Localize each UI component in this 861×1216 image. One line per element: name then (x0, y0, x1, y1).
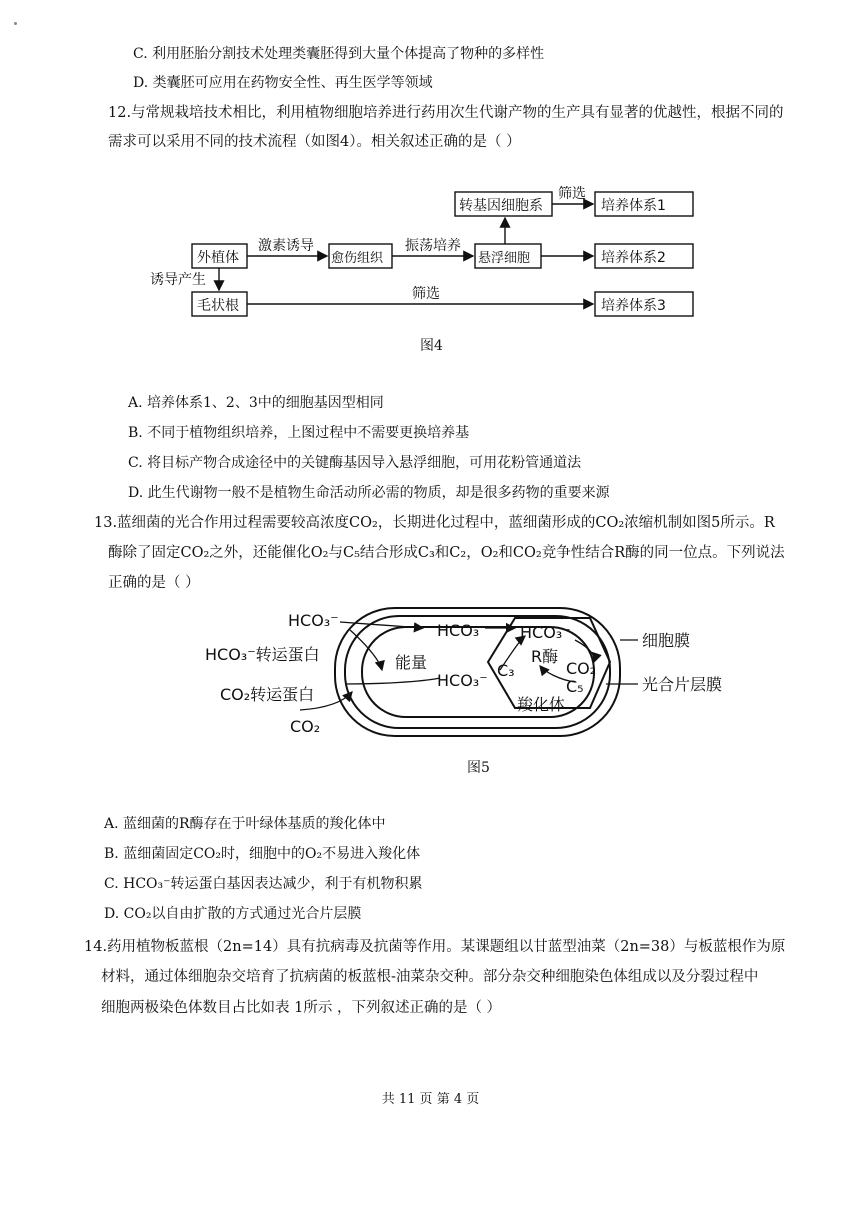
scan-speck (14, 22, 17, 25)
q14-stem-line3: 细胞两极染色体数目占比如表 1所示 ，下列叙述正确的是（ ） (101, 1000, 502, 1016)
label-suspension: 悬浮细胞 (478, 251, 531, 266)
label-sys2: 培养体系2 (601, 250, 666, 266)
figure-4-flowchart (0, 180, 861, 320)
q13-option-d: D. CO₂以自由扩散的方式通过光合片层膜 (104, 906, 362, 922)
figure-4-caption: 图4 (420, 338, 443, 354)
q12-option-d: D. 此生代谢物一般不是植物生命活动所必需的物质，却是很多药物的重要来源 (128, 485, 610, 501)
label-c3: C₃ (497, 661, 515, 680)
arrow-screen1: 筛选 (558, 186, 586, 202)
label-co2-transporter: CO₂转运蛋白 (220, 685, 315, 704)
label-co2-inside: CO₂ (566, 659, 597, 678)
label-explant: 外植体 (197, 250, 239, 266)
arrow-hormone: 激素诱导 (258, 238, 314, 254)
label-callus: 愈伤组织 (331, 251, 384, 266)
label-hco3-transporter: HCO₃⁻转运蛋白 (205, 645, 320, 664)
label-sys1: 培养体系1 (601, 198, 666, 214)
q13-option-a: A. 蓝细菌的R酶存在于叶绿体基质的羧化体中 (104, 816, 386, 832)
page-footer: 共 11 页 第 4 页 (381, 1092, 480, 1107)
label-hco3-carboxysome: HCO₃⁻ (520, 623, 571, 642)
q12-option-c: C. 将目标产物合成途径中的关键酶基因导入悬浮细胞，可用花粉管通道法 (128, 455, 582, 471)
label-c5: C₅ (566, 677, 584, 696)
arrow-shake: 振荡培养 (405, 238, 461, 254)
arrow-screen3: 筛选 (412, 286, 440, 302)
label-hco3-lower: HCO₃⁻ (437, 671, 488, 690)
figure-5-caption: 图5 (467, 760, 490, 776)
q12-option-b: B. 不同于植物组织培养，上图过程中不需要更换培养基 (128, 425, 470, 441)
label-energy: 能量 (395, 653, 428, 672)
q13-stem-line1: 13.蓝细菌的光合作用过程需要较高浓度CO₂，长期进化过程中，蓝细菌形成的CO₂浓缩机制如图5所示。R (94, 515, 775, 531)
q11-option-c: C. 利用胚胎分割技术处理类囊胚得到大量个体提高了物种的多样性 (133, 46, 545, 62)
q12-option-a: A. 培养体系1、2、3中的细胞基因型相同 (128, 395, 384, 411)
label-sys3: 培养体系3 (601, 298, 666, 314)
q12-stem-line1: 12.与常规栽培技术相比，利用植物细胞培养进行药用次生代谢产物的生产具有显著的优越性，根据不同的 (108, 105, 784, 121)
q14-stem-line1: 14.药用植物板蓝根（2n=14）具有抗病毒及抗菌等作用。某课题组以甘蓝型油菜（2n=38）与板蓝根作为原 (84, 939, 786, 955)
figure-5-diagram (0, 600, 861, 750)
q12-stem-line2: 需求可以采用不同的技术流程（如图4）。相关叙述正确的是（ ） (108, 134, 521, 150)
q13-option-b: B. 蓝细菌固定CO₂时，细胞中的O₂不易进入羧化体 (104, 846, 421, 862)
q13-option-c: C. HCO₃⁻转运蛋白基因表达减少，利于有机物积累 (104, 876, 423, 892)
q14-stem-line2: 材料，通过体细胞杂交培育了抗病菌的板蓝根-油菜杂交种。部分杂交种细胞染色体组成以及分裂过程中 (101, 969, 759, 985)
arrow-induce: 诱导产生 (150, 272, 206, 288)
label-cell-membrane: 细胞膜 (642, 631, 691, 650)
label-transgenic: 转基因细胞系 (459, 198, 543, 214)
q13-stem-line3: 正确的是（ ） (108, 575, 200, 591)
label-hco3-middle: HCO₃⁻ (437, 621, 488, 640)
q11-option-d: D. 类囊胚可应用在药物安全性、再生医学等领域 (133, 75, 433, 91)
label-thylakoid: 光合片层膜 (642, 675, 723, 694)
q13-stem-line2: 酶除了固定CO₂之外，还能催化O₂与C₅结合形成C₃和C₂，O₂和CO₂竞争性结合R酶的同一位点。下列说法 (108, 545, 785, 561)
label-co2-outside: CO₂ (290, 717, 321, 736)
label-carboxysome: 羧化体 (517, 695, 566, 714)
label-hairy-root: 毛状根 (197, 298, 239, 314)
label-r-enzyme: R酶 (531, 647, 559, 666)
label-hco3-outside: HCO₃⁻ (288, 611, 339, 630)
